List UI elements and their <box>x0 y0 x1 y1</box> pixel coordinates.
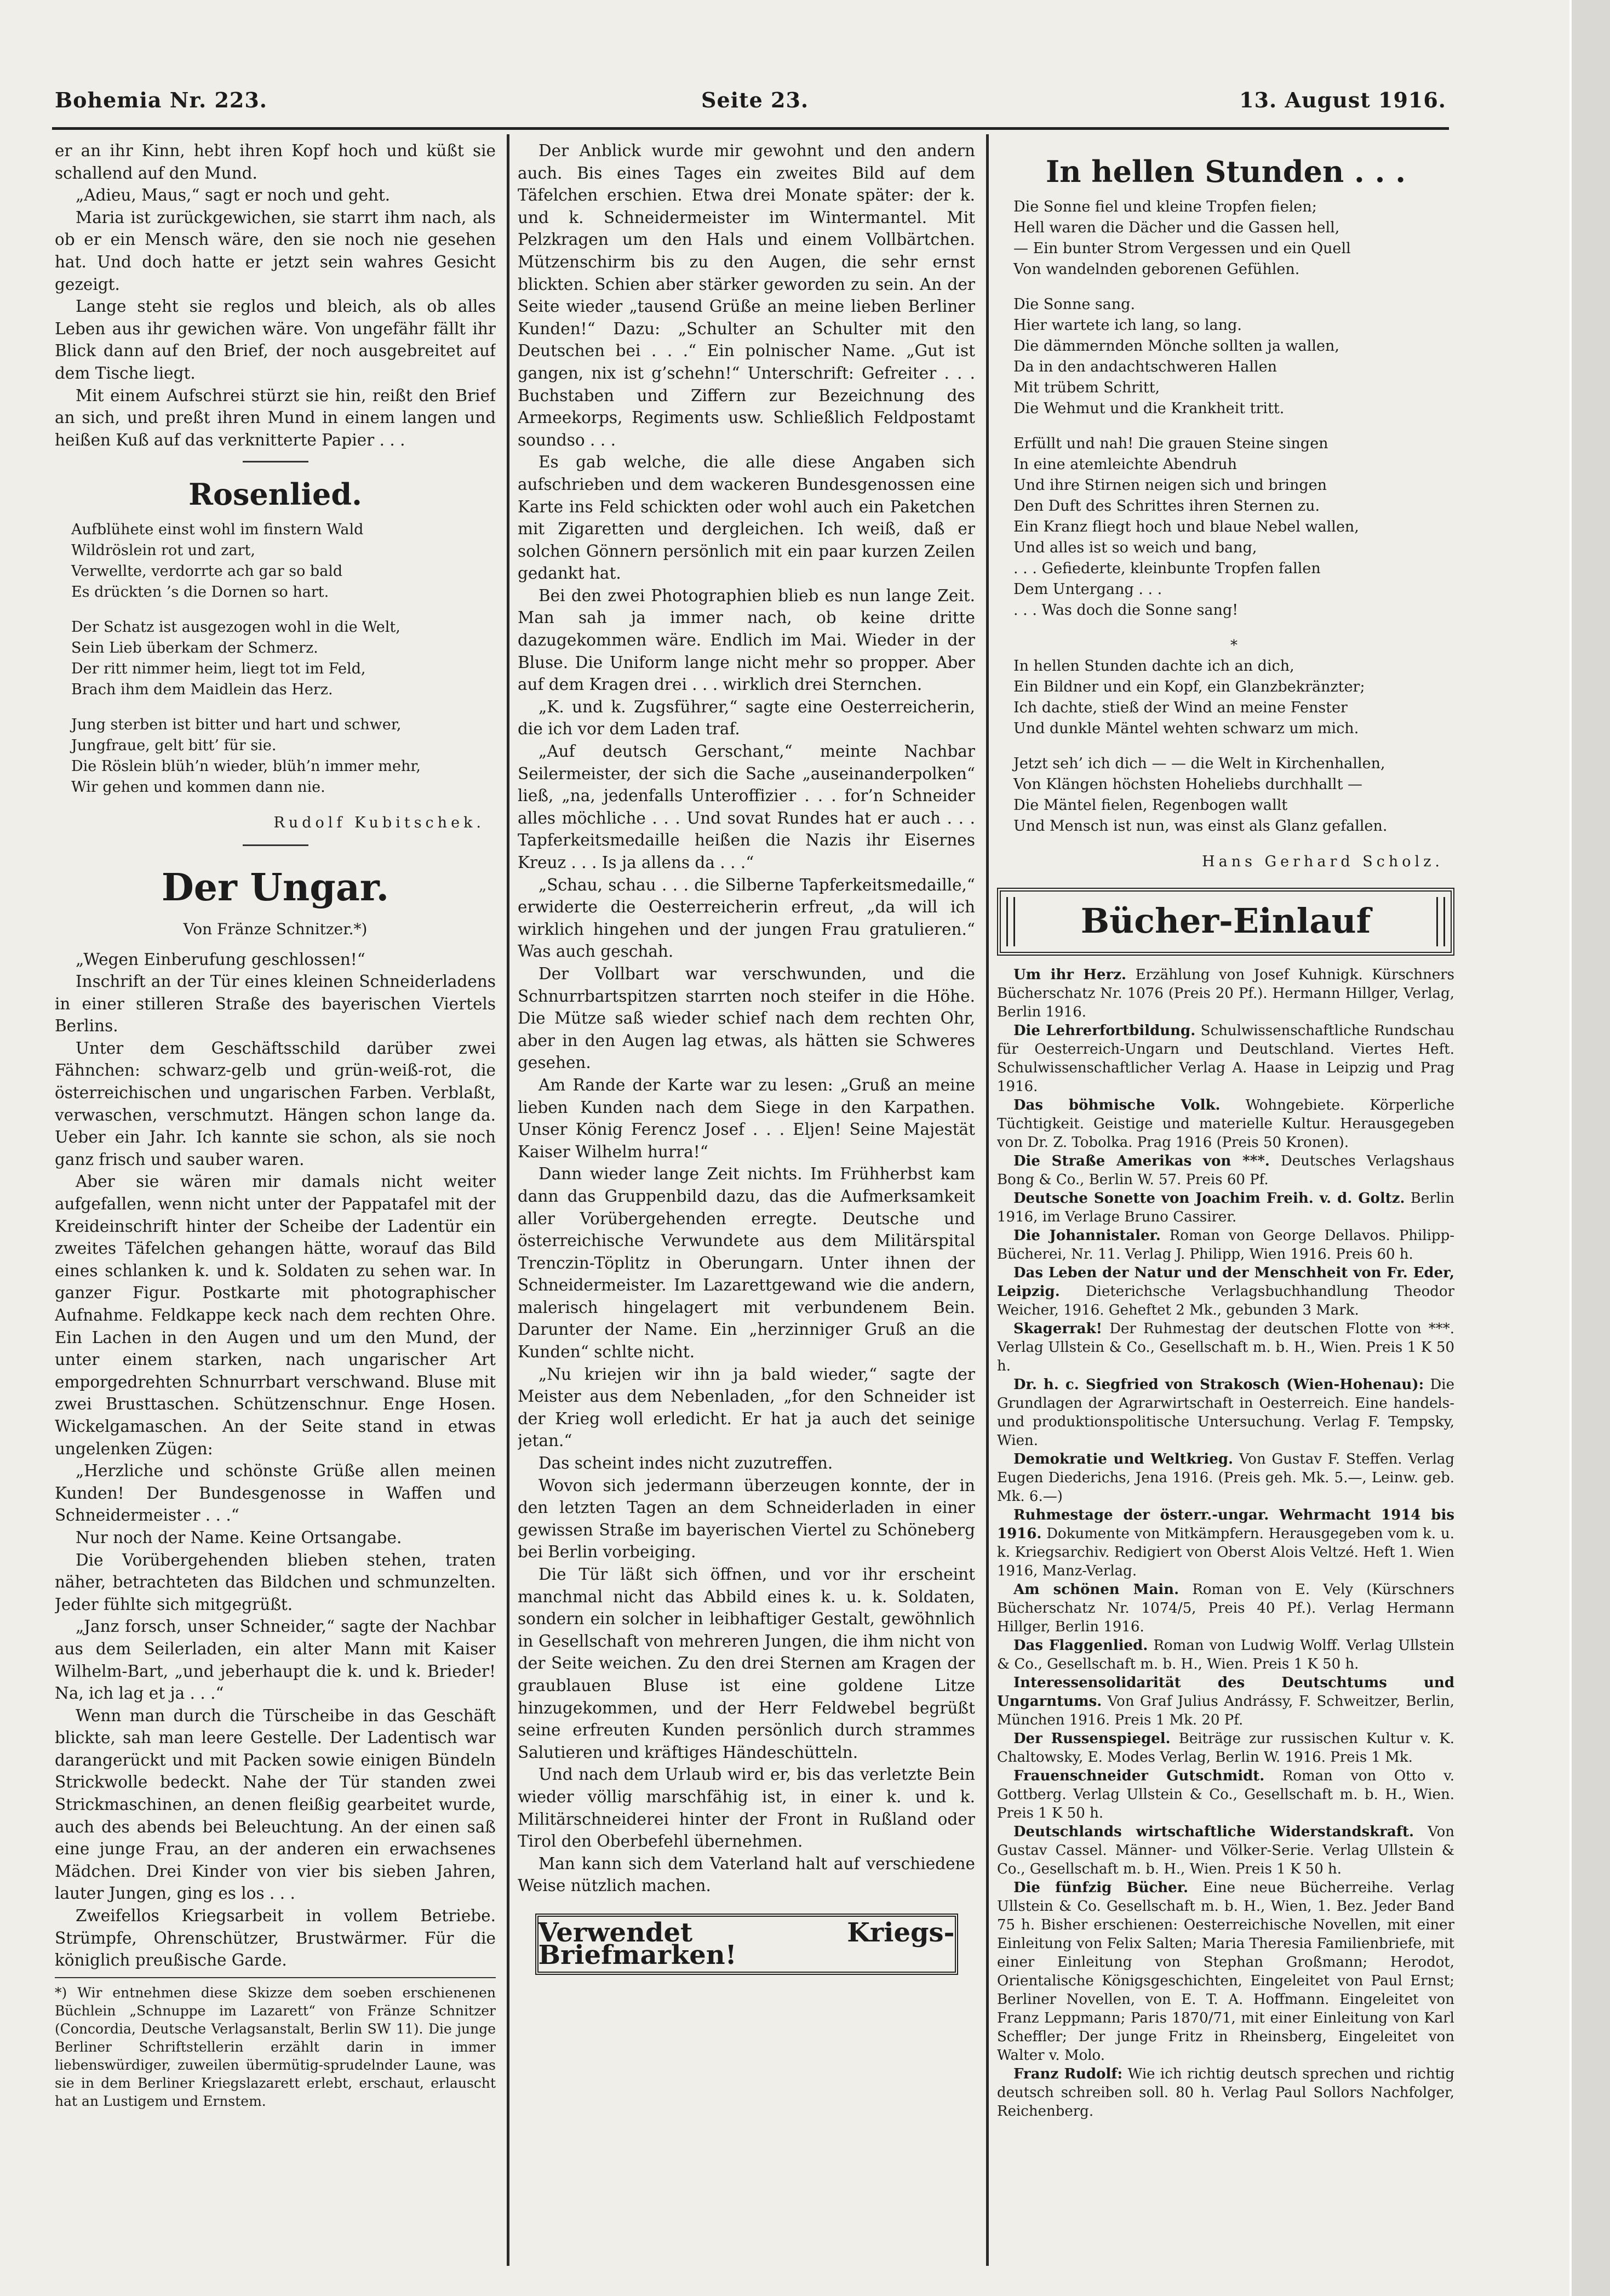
book-title: Am schönen Main. <box>1013 1581 1179 1598</box>
paragraph: Man kann sich dem Vaterland halt auf verschiedene Weise nützlich machen. <box>518 1854 975 1895</box>
paragraph: Maria ist zurückgewichen, sie starrt ihm nach, als ob er ein Mensch wäre, den sie noch nie gesehen hat. Und doch hatte er jetzt sein wahres Gesicht gezeigt. <box>55 208 496 294</box>
poem-line: Die Sonne sang. <box>1013 296 1136 313</box>
book-entry <box>997 1823 1454 1878</box>
stanza-star: * <box>1230 637 1237 654</box>
paragraph: Aber sie wären mir damals nicht weiter aufgefallen, wenn nicht unter der Pappatafel mit der Kreideinschrift hinter der Scheibe der Ladentür ein zweites Täfelchen gehangen hätte, worauf das Bild eines schlanken k. und k. Soldaten zu sehen war. In ganzer Figur. Postkarte mit photographischer Aufnahme. Feldkappe keck nach dem rechten Ohre. Ein Lachen in den Augen und um den Mund, der unter einem starken, nach ungarischer Art emporgedrehten Schnurrbart verschwand. Bluse mit zwei Brusttaschen. Schützenschnur. Enge Hosen. Wickelgamaschen. An der Seite stand in etwas ungelenken Zügen: <box>55 1172 496 1458</box>
book-details: Schulwissenschaftliche Rundschau für Oesterreich-Ungarn und Deutschland. Viertes Heft. Schulwissenschaftlicher Verlag A. Haase in Leipzig und Prag 1916. <box>997 1022 1454 1095</box>
book-title: Das böhmische Volk. <box>1013 1096 1221 1113</box>
separator <box>243 844 308 846</box>
book-title: Das Flaggenlied. <box>1013 1637 1148 1654</box>
paragraph: Der Vollbart war verschwunden, und die Schnurrbartspitzen starrten noch steifer in die Höhe. Die Mütze saß wieder schief nach dem rechten Ohr, aber in den Augen lag etwas, als hätten sie Schweres gesehen. <box>518 964 975 1072</box>
book-title: Franz Rudolf: <box>1013 2065 1123 2082</box>
book-details: Deutsches Verlagshaus Bong & Co., Berlin W. 57. Preis 60 Pf. <box>997 1152 1454 1188</box>
poem-stanza <box>1013 197 1454 280</box>
poem-line: Wir gehen und kommen dann nie. <box>71 779 325 796</box>
paragraph: Unter dem Geschäftsschild darüber zwei Fähnchen: schwarz-gelb und grün-weiß-rot, die österreichischen und ungarischen Farben. Verblaßt, verwaschen, verschmutzt. Hängen schon lange da. Ueber ein Jahr. Ich kannte sie schon, als sie noch ganz frisch und sauber waren. <box>55 1038 496 1169</box>
book-details: Von Gustav Cassel. Männer- und Völker-Serie. Verlag Ullstein & Co., Gesellschaft m. b. H., Wien. Preis 1 K 50 h. <box>997 1823 1454 1877</box>
paragraph: Inschrift an der Tür eines kleinen Schneiderladens in einer stilleren Straße des bayerischen Viertels Berlins. <box>55 972 496 1036</box>
column-divider <box>507 134 509 2266</box>
column-left <box>55 140 496 2288</box>
book-entry <box>997 1580 1454 1636</box>
poem-line: Von Klängen höchsten Hoheliebs durchhallt — <box>1013 776 1363 793</box>
books-section-banner: Bücher-Einlauf <box>997 888 1454 956</box>
book-details: Roman von Ludwig Wolff. Verlag Ullstein & Co., Gesellschaft m. b. H., Wien. Preis 1 K 50 h. <box>997 1637 1454 1672</box>
poem-line: Aufblühete einst wohl im finstern Wald <box>71 521 364 539</box>
book-title: Das Leben der Natur und der Menschheit von Fr. Eder, Leipzig. <box>997 1264 1454 1300</box>
book-details: Wie ich richtig deutsch sprechen und richtig deutsch schreiben soll. 80 h. Verlag Paul Sollors Nachfolger, Reichenberg. <box>997 2065 1454 2120</box>
book-details: Beiträge zur russischen Kultur v. K. Chaltowsky, E. Modes Verlag, Berlin W. 1916. Preis 1 Mk. <box>997 1730 1454 1766</box>
book-entry <box>997 1264 1454 1320</box>
poem-line: Ein Bildner und ein Kopf, ein Glanzbekränzter; <box>1013 678 1365 695</box>
book-details: Wohngebiete. Körperliche Tüchtigkeit. Geistige und materielle Kultur. Herausgegeben von Dr. Z. Tobolka. Prag 1916 (Preis 50 Kronen). <box>997 1096 1454 1151</box>
paragraph: „K. und k. Zugsführer,“ sagte eine Oesterreicherin, die ich vor dem Laden traf. <box>518 697 975 739</box>
page-header <box>55 88 1446 121</box>
paragraph: „Schau, schau . . . die Silberne Tapferkeitsmedaille,“ erwiderte die Oesterreicherin erfreut, „da will ich wirklich hingehen und der jungen Frau gratulieren.“ Was auch geschah. <box>518 875 975 961</box>
column-right <box>997 140 1454 2288</box>
paragraph: Nur noch der Name. Keine Ortsangabe. <box>76 1528 402 1547</box>
poem-stanza <box>1013 433 1454 621</box>
paragraph: Wenn man durch die Türscheibe in das Geschäft blickte, sah man leere Gestelle. Der Ladentisch war darangerückt und mit Packen sowie einigen Bündeln Strickwolle bedeckt. Nahe der Tür standen zwei Strickmaschinen, an denen fleißig gearbeitet wurde, auch des abends bei Beleuchtung. An der einen saß eine junge Frau, an der anderen ein erwachsenes Mädchen. Drei Kinder von vier bis sieben Jahren, lauter Jungen, ging es los . . . <box>55 1706 496 1903</box>
poem-line: Erfüllt und nah! Die grauen Steine singen <box>1013 435 1328 452</box>
paragraph: „Janz forsch, unser Schneider,“ sagte der Nachbar aus dem Seilerladen, ein alter Mann mit Kaiser Wilhelm-Bart, „und jeberhaupt die k. und k. Brieder! Na, ich lag et ja . . .“ <box>55 1617 496 1703</box>
poem-line: Die Sonne fiel und kleine Tropfen fielen; <box>1013 198 1317 215</box>
book-title: Dr. h. c. Siegfried von Strakosch (Wien-Hohenau): <box>1013 1376 1424 1393</box>
story-der-ungar <box>55 949 496 1972</box>
book-title: Deutsche Sonette von Joachim Freih. v. d. Goltz. <box>1013 1190 1405 1207</box>
column-divider <box>986 134 989 2266</box>
book-details: Von Gustav F. Steffen. Verlag Eugen Diederichs, Jena 1916. (Preis geh. Mk. 5.—, Leinw. geb. Mk. 6.—) <box>997 1450 1454 1505</box>
book-entry <box>997 1729 1454 1767</box>
poem-line: Wildröslein rot und zart, <box>71 542 255 559</box>
poem-line: Da in den andachtschweren Hallen <box>1013 358 1277 375</box>
poem-line: Verwellte, verdorrte ach gar so bald <box>71 563 343 580</box>
poem-line: Die dämmernden Mönche sollten ja wallen, <box>1013 338 1339 355</box>
poem-line: Sein Lieb überkam der Schmerz. <box>71 639 318 657</box>
book-title: Die fünfzig Bücher. <box>1013 1879 1189 1896</box>
poem-line: . . . Gefiederte, kleinbunte Tropfen fallen <box>1013 560 1321 577</box>
separator <box>243 461 308 462</box>
poem-line: Dem Untergang . . . <box>1013 581 1162 598</box>
poem-line: Und Mensch ist nun, was einst als Glanz gefallen. <box>1013 818 1388 835</box>
poem-line: Die Mäntel fielen, Regenbogen wallt <box>1013 797 1288 814</box>
poem-stanza <box>71 715 496 798</box>
poem-line: Ein Kranz fliegt hoch und blaue Nebel wallen, <box>1013 518 1359 535</box>
book-title: Der Russenspiegel. <box>1013 1730 1171 1747</box>
paragraph: Wovon sich jedermann überzeugen konnte, der in den letzten Tagen an dem Schneiderladen in einer gewissen Straße im bayerischen Viertel zu Schöneberg bei Berlin vorbeiging. <box>518 1476 975 1562</box>
poem-line: Und ihre Stirnen neigen sich und bringen <box>1013 477 1327 494</box>
poem-line: Den Duft des Schrittes ihren Sternen zu. <box>1013 498 1320 515</box>
poem-line: . . . Was doch die Sonne sang! <box>1013 602 1239 619</box>
poem-line: Und alles ist so weich und bang, <box>1013 539 1257 556</box>
paragraph: „Adieu, Maus,“ sagt er noch und geht. <box>76 186 391 205</box>
poem-line: Von wandelnden geborenen Gefühlen. <box>1013 261 1300 278</box>
book-entry <box>997 966 1454 1021</box>
poem-stanza <box>1013 294 1454 419</box>
column-middle <box>518 140 975 2288</box>
paragraph: „Wegen Einberufung geschlossen!“ <box>76 950 365 969</box>
poem-line: Jetzt seh’ ich dich — — die Welt in Kirchenhallen, <box>1013 755 1385 772</box>
book-title: Um ihr Herz. <box>1013 966 1127 983</box>
story-title-der-ungar: Der Ungar. <box>161 865 389 910</box>
poem-stanza <box>1013 753 1454 837</box>
book-title: Frauenschneider Gutschmidt. <box>1013 1767 1265 1784</box>
book-details: Roman von E. Vely (Kürschners Bücherschatz Nr. 1074/5, Preis 40 Pf.). Verlag Hermann Hillger, Berlin 1916. <box>997 1581 1454 1635</box>
story-der-ungar-continued <box>518 140 975 1897</box>
book-details: Erzählung von Josef Kuhnigk. Kürschners Bücherschatz Nr. 1076 (Preis 20 Pf.). Hermann Hillger, Verlag, Berlin 1916. <box>997 966 1454 1020</box>
poem-line: Und dunkle Mäntel wehten schwarz um mich. <box>1013 720 1359 737</box>
book-title: Ruhmestage der österr.-ungar. Wehrmacht 1914 bis 1916. <box>997 1506 1454 1542</box>
war-stamps-banner: Verwendet Kriegs-Briefmarken! <box>535 1914 958 1975</box>
poem-author: Rudolf Kubitschek. <box>273 814 485 832</box>
paragraph: Lange steht sie reglos und bleich, als ob alles Leben aus ihr gewichen wäre. Von ungefähr fällt ihr Blick dann auf den Brief, der noch ausgebreitet auf dem Tische liegt. <box>55 297 496 382</box>
book-entry <box>997 1152 1454 1189</box>
header-date: 13. August 1916. <box>1239 88 1446 112</box>
poem-title-in-hellen-stunden: In hellen Stunden . . . <box>1045 154 1406 189</box>
story-byline: Von Fränze Schnitzer.*) <box>183 919 368 938</box>
paragraph: Zweifellos Kriegsarbeit in vollem Betriebe. Strümpfe, Ohrenschützer, Brustwärmer. Für die königlich preußische Garde. <box>55 1906 496 1970</box>
paragraph: Dann wieder lange Zeit nichts. Im Frühherbst kam dann das Gruppenbild dazu, das die Aufmerksamkeit aller Vorübergehenden erregte. Deutsche und österreichische Verwundete aus dem Militärspital Trenczin-Töplitz in Oberungarn. Unter ihnen der Schneidermeister. Im Lazarettgewand wie die andern, malerisch hingelagert mit verbundenem Bein. Darunter der Name. Ein „herzinniger Gruß an die Kunden“ schlte nicht. <box>518 1164 975 1362</box>
paragraph: er an ihr Kinn, hebt ihren Kopf hoch und küßt sie schallend auf den Mund. <box>55 141 496 182</box>
paragraph: Mit einem Aufschrei stürzt sie hin, reißt den Brief an sich, und preßt ihren Mund in einem langen und heißen Kuß auf das verknitterte Papier . . . <box>55 386 496 449</box>
book-entry <box>997 1226 1454 1264</box>
book-entry <box>997 2065 1454 2121</box>
poem-title-rosenlied: Rosenlied. <box>188 477 362 512</box>
poem-line: — Ein bunter Strom Vergessen und ein Quell <box>1013 240 1351 257</box>
book-entry <box>997 1096 1454 1152</box>
poem-stanza <box>71 519 496 603</box>
poem-in-hellen-stunden <box>997 197 1454 837</box>
book-details: Der Ruhmestag der deutschen Flotte von ***. Verlag Ullstein & Co., Gesellschaft m. b. H., Wien. Preis 1 K 50 h. <box>997 1320 1454 1374</box>
book-details: Roman von Otto v. Gottberg. Verlag Ullstein & Co., Gesellschaft m. b. H., Wien. Preis 1 K 50 h. <box>997 1767 1454 1821</box>
poem-line: Mit trübem Schritt, <box>1013 379 1160 396</box>
book-details: Dieterichsche Verlagsbuchhandlung Theodor Weicher, 1916. Geheftet 2 Mk., gebunden 3 Mark. <box>997 1283 1454 1318</box>
paragraph: Am Rande der Karte war zu lesen: „Gruß an meine lieben Kunden nach dem Siege in den Karpathen. Unser König Ferencz Josef . . . Eljen! Seine Majestät Kaiser Wilhelm hurra!“ <box>518 1075 975 1161</box>
poem-line: In eine atemleichte Abendruh <box>1013 456 1237 473</box>
books-list <box>997 966 1454 2121</box>
book-entry <box>997 1878 1454 2065</box>
book-details: Die Grundlagen der Agrarwirtschaft in Oesterreich. Eine handels- und produktionspolitische Untersuchung. Verlag F. Tempsky, Wien. <box>997 1376 1454 1449</box>
book-entry <box>997 1674 1454 1729</box>
book-entry <box>997 1375 1454 1450</box>
book-details: Roman von George Dellavos. Philipp-Bücherei, Nr. 11. Verlag J. Philipp, Wien 1916. Preis 60 h. <box>997 1227 1454 1263</box>
poem-line: Hell waren die Dächer und die Gassen hell, <box>1013 219 1340 236</box>
book-title: Die Lehrerfortbildung. <box>1013 1022 1196 1039</box>
poem-line: Die Wehmut und die Krankheit tritt. <box>1013 400 1285 417</box>
book-entry <box>997 1021 1454 1096</box>
paragraph: Die Vorübergehenden blieben stehen, traten näher, betrachteten das Bildchen und schmunzelten. Jeder fühlte sich mitgegrüßt. <box>55 1550 496 1614</box>
book-title: Skagerrak! <box>1013 1320 1103 1337</box>
book-title: Deutschlands wirtschaftliche Widerstandskraft. <box>1013 1823 1414 1840</box>
story-continuation <box>55 140 496 451</box>
book-title: Die Johannistaler. <box>1013 1227 1161 1244</box>
book-entry <box>997 1320 1454 1375</box>
footnote: *) Wir entnehmen diese Skizze dem soeben erschienenen Büchlein „Schnuppe im Lazarett“ von Fränze Schnitzer (Concordia, Deutsche Verlagsanstalt, Berlin SW 11). Die junge Berliner Schriftstellerin erzählt darin in immer liebenswürdiger, zuweilen übermütig-sprudelnder Laune, was sie in dem Berliner Kriegslazarett erlebt, erschaut, erlauscht hat an Lustigem und Ernstem. <box>55 1977 496 2110</box>
book-details: Eine neue Bücherreihe. Verlag Ullstein & Co. Gesellschaft m. b. H., Wien, 1. Bez. Jeder Band 75 h. Bisher erschienen: Oesterreichische Novellen, mit einer Einleitung von Felix Salten; Maria Theresia Familienbriefe, mit einer Einleitung von Stephan Großmann; Herodot, Orientalische Königsgeschichten, Eingeleitet von Paul Ernst; Berliner Novellen, von E. T. A. Hoffmann. Eingeleitet von Franz Leppmann; Paris 1870/71, mit einer Einleitung von Karl Scheffler; Der junge Fritz in Rheinsberg, Eingeleitet von Walter v. Molo. <box>997 1879 1454 2064</box>
paragraph: Die Tür läßt sich öffnen, und vor ihr erscheint manchmal nicht das Abbild eines k. u. k. Soldaten, sondern ein solcher in leibhaftiger Gestalt, gewöhnlich in Gesellschaft von mehreren Jungen, die ihm nicht von der Seite weichen. Zu den drei Sternen am Kragen der graublauen Bluse ist eine goldene Litze hinzugekommen, und der Herr Feldwebel begrüßt seine erfreuten Kunden persönlich durch strammes Salutieren und kräftiges Händeschütteln. <box>518 1565 975 1762</box>
paragraph: Es gab welche, die alle diese Angaben sich aufschrieben und dem wackeren Bundesgenossen eine Karte ins Feld schickten oder wohl auch ein Paketchen mit Zigaretten und dergleichen. Ich weiß, daß er solchen Gönnern persönlich mit ein paar kurzen Zeilen gedankt hat. <box>518 453 975 583</box>
poem-line: Brach ihm dem Maidlein das Herz. <box>71 681 333 699</box>
book-details: Von Graf Julius Andrássy, F. Schweitzer, Berlin, München 1916. Preis 1 Mk. 20 Pf. <box>997 1693 1454 1728</box>
book-details: Berlin 1916, im Verlage Bruno Cassirer. <box>997 1190 1454 1225</box>
book-entry <box>997 1450 1454 1506</box>
poem-stanza <box>71 617 496 700</box>
paragraph: Bei den zwei Photographien blieb es nun lange Zeit. Man sah ja immer nach, ob keine dritte dazugekommen wäre. Endlich im Mai. Wieder in der Bluse. Die Uniform lange nicht mehr so propper. Aber auf dem Kragen drei . . . wirklich drei Sternchen. <box>518 586 975 694</box>
header-issue: Bohemia Nr. 223. <box>55 88 268 112</box>
poem-line: Der Schatz ist ausgezogen wohl in die Welt, <box>71 619 400 636</box>
poem-line: Hier wartete ich lang, so lang. <box>1013 317 1242 334</box>
poem-line: Jung sterben ist bitter und hart und schwer, <box>71 716 402 734</box>
paragraph: Und nach dem Urlaub wird er, bis das verletzte Bein wieder völlig marschfähig ist, in einer k. und k. Militärschneiderei hinter der Front in Rußland oder Tirol den Oberbefehl übernehmen. <box>518 1765 975 1851</box>
poem-rosenlied <box>55 519 496 798</box>
paragraph: Der Anblick wurde mir gewohnt und den andern auch. Bis eines Tages ein zweites Bild auf dem Täfelchen erschien. Etwa drei Monate später: der k. und k. Schneidermeister im Wintermantel. Mit Pelzkragen um den Hals und einem Vollbärtchen. Mützenschirm bis zu den Augen, die sehr ernst blickten. Schien aber stärker geworden zu sein. An der Seite wieder „tausend Grüße an meine lieben Berliner Kunden!“ Dazu: „Schulter an Schulter mit den Deutschen bei . . .“ Ein polnischer Name. „Gut ist gangen, nix ist g’schehn!“ Unterschrift: Gefreiter . . . Buchstaben und Ziffern zur Bezeichnung des Armeekorps, Regiments usw. Schließlich Feldpostamt soundso . . . <box>518 141 975 449</box>
poem-line: In hellen Stunden dachte ich an dich, <box>1013 658 1294 675</box>
book-title: Interessensolidarität des Deutschtums und Ungarntums. <box>997 1674 1454 1710</box>
poem-line: Jungfraue, gelt bitt’ für sie. <box>71 737 277 755</box>
book-entry <box>997 1189 1454 1226</box>
book-details: Dokumente von Mitkämpfern. Herausgegeben vom k. u. k. Kriegsarchiv. Redigiert von Oberst Alois Veltzé. Heft 1. Wien 1916, Manz-Verlag. <box>997 1525 1454 1579</box>
poem-line: Ich dachte, stieß der Wind an meine Fenster <box>1013 699 1348 716</box>
book-title: Die Straße Amerikas von ***. <box>1013 1152 1270 1169</box>
poem-stanza <box>1013 656 1454 739</box>
paragraph: „Auf deutsch Gerschant,“ meinte Nachbar Seilermeister, der sich die Sache „auseinanderpolken“ ließ, „na, jedenfalls Unteroffizier . . . for’n Schneider alles möchliche . . . Und sovat Rundes hat er auch . . . Tapferkeitsmedaille heißen die Nazis ihr Eisernes Kreuz . . . Is ja allens da . . .“ <box>518 742 975 872</box>
book-entry <box>997 1636 1454 1674</box>
paragraph: „Nu kriejen wir ihn ja bald wieder,“ sagte der Meister aus dem Nebenladen, „for den Schneider ist der Krieg woll erledicht. Er hat ja auch det seinige jetan.“ <box>518 1364 975 1450</box>
poem-line: Es drückten ’s die Dornen so hart. <box>71 584 329 601</box>
poem-line: Die Röslein blüh’n wieder, blüh’n immer mehr, <box>71 758 421 775</box>
poem-author: Hans Gerhard Scholz. <box>1202 853 1443 870</box>
poem-line: Der ritt nimmer heim, liegt tot im Feld, <box>71 660 366 678</box>
scan-margin <box>1572 0 1610 2296</box>
book-entry <box>997 1767 1454 1823</box>
paragraph: „Herzliche und schönste Grüße allen meinen Kunden! Der Bundesgenosse in Waffen und Schneidermeister . . .“ <box>55 1461 496 1525</box>
header-rule <box>52 127 1449 130</box>
book-entry <box>997 1506 1454 1580</box>
paragraph: Das scheint indes nicht zuzutreffen. <box>538 1454 833 1473</box>
header-page-number: Seite 23. <box>701 88 809 112</box>
book-title: Demokratie und Weltkrieg. <box>1013 1450 1234 1467</box>
